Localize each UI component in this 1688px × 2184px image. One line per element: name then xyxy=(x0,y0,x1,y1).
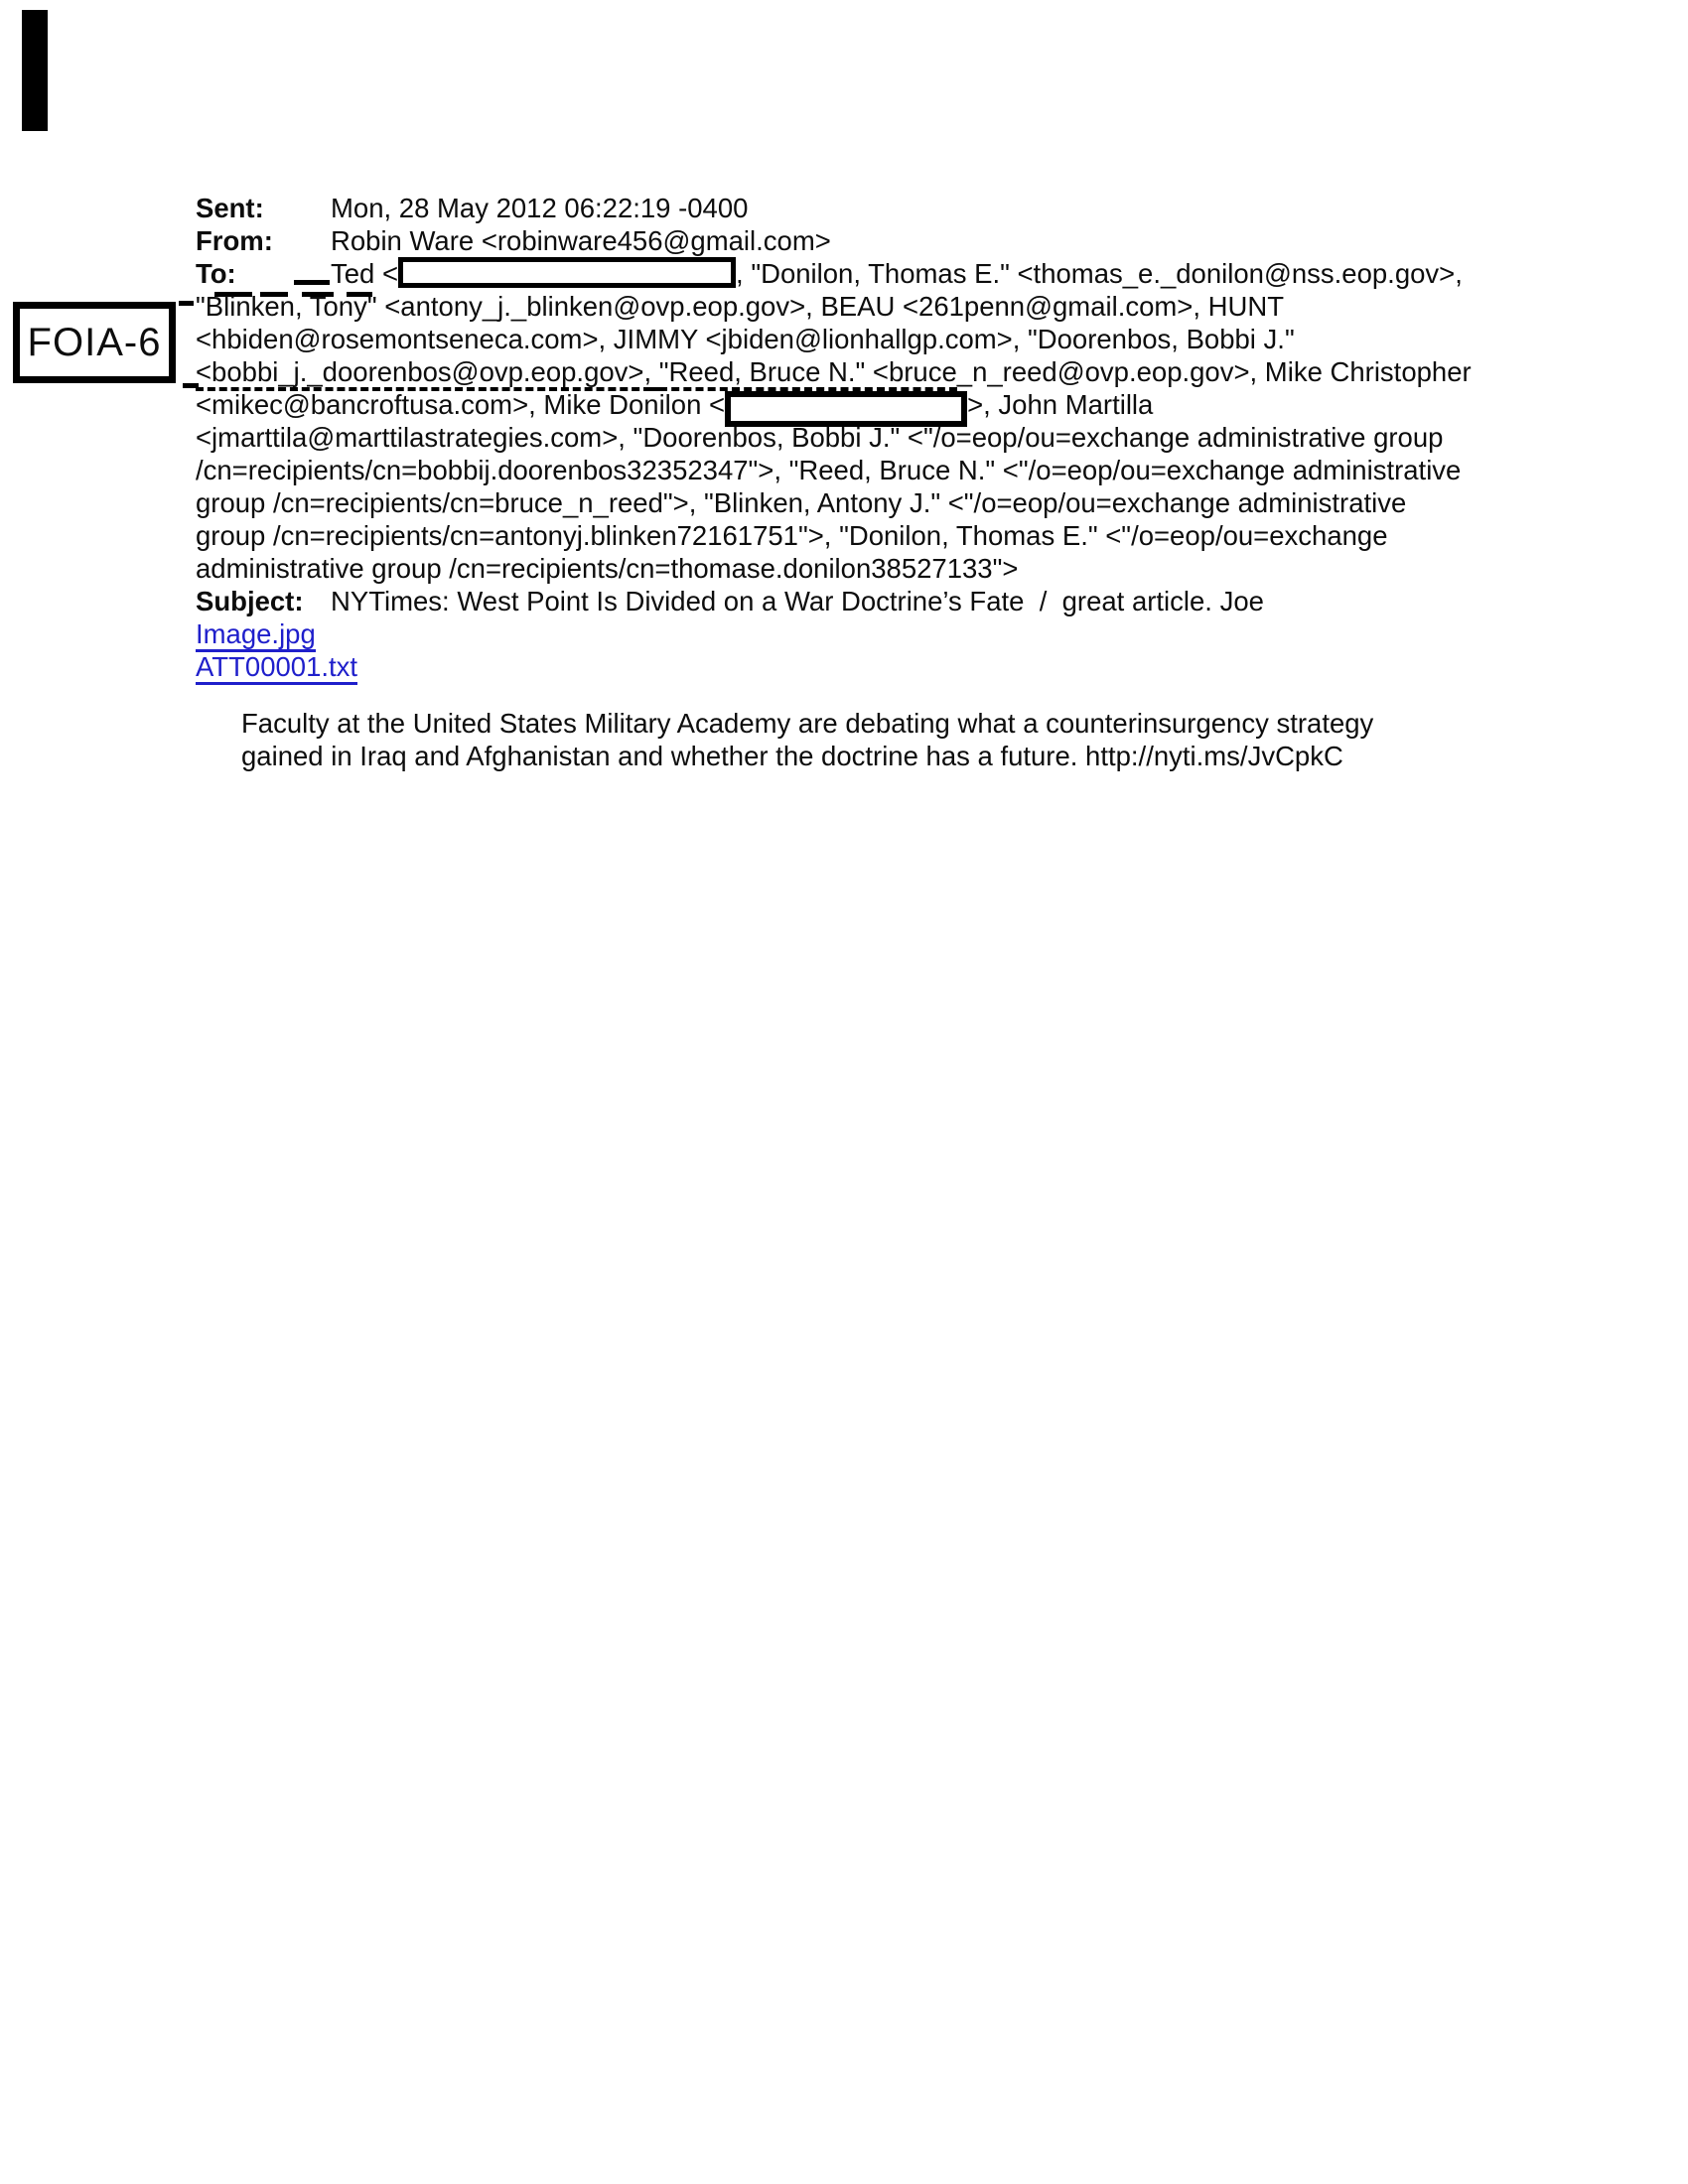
header-text: Mon, 28 May 2012 06:22:19 -0400 xyxy=(331,193,749,223)
header-text: <mikec@bancroftusa.com>, Mike Donilon < xyxy=(196,389,726,420)
underlined-text: <bobbi_j._doorenbos@ovp.eop.gov>, xyxy=(196,356,651,391)
field-label: Sent: xyxy=(196,193,264,223)
to-continuation xyxy=(196,355,1586,388)
email-body xyxy=(241,707,1552,772)
scan-artifact-bar xyxy=(22,10,48,131)
scan-artifact-dash xyxy=(179,301,194,306)
to-continuation xyxy=(196,388,1586,421)
foia-stamp-label: FOIA-6 xyxy=(27,320,162,364)
email-header xyxy=(196,192,1586,683)
attachment-link[interactable]: ATT00001.txt xyxy=(196,651,357,685)
attachment-line xyxy=(196,617,1586,650)
to-continuation xyxy=(196,454,1586,486)
to-continuation xyxy=(196,290,1586,323)
header-text: NYTimes: West Point Is Divided on a War Doctrine’s Fate / great article. Joe xyxy=(331,586,1264,616)
underlined-text xyxy=(651,356,659,391)
header-text: group /cn=recipients/cn=antonyj.blinken72161751">, "Donilon, Thomas E." <"/o=eop/ou=exchange xyxy=(196,520,1388,551)
header-text: group /cn=recipients/cn=bruce_n_reed">, "Blinken, Antony J." <"/o=eop/ou=exchange administrative xyxy=(196,487,1407,518)
field-label: From: xyxy=(196,225,273,256)
header-text: "Blinken, Tony" <antony_j._blinken@ovp.eop.gov>, BEAU <261penn@gmail.com>, HUNT xyxy=(196,291,1285,322)
to-continuation xyxy=(196,552,1586,585)
body-line: Faculty at the United States Military Academy are debating what a counterinsurgency strategy xyxy=(241,708,1374,739)
to-continuation xyxy=(196,323,1586,355)
to-continuation xyxy=(196,519,1586,552)
field-to xyxy=(196,257,1586,290)
body-line: gained in Iraq and Afghanistan and whether the doctrine has a future. http://nyti.ms/JvCpkC xyxy=(241,741,1343,771)
to-continuation xyxy=(196,486,1586,519)
attachment-link[interactable]: Image.jpg xyxy=(196,618,316,652)
header-text: Robin Ware <robinware456@gmail.com> xyxy=(331,225,831,256)
header-text: , "Donilon, Thomas E." <thomas_e._donilon@nss.eop.gov>, xyxy=(736,258,1463,289)
header-text: <jmarttila@marttilastrategies.com>, "Doorenbos, Bobbi J." <"/o=eop/ou=exchange administrative group xyxy=(196,422,1444,453)
field-label: To: xyxy=(196,258,236,289)
header-text: >, John Martilla xyxy=(967,389,1154,420)
attachment-line xyxy=(196,650,1586,683)
field-from xyxy=(196,224,1586,257)
underlined-text: "Reed, Bruce N." <bruce xyxy=(659,356,957,391)
field-sent xyxy=(196,192,1586,224)
foia-stamp xyxy=(13,302,176,383)
to-continuation xyxy=(196,421,1586,454)
header-text: _n_reed@ovp.eop.gov>, Mike Christopher xyxy=(956,356,1472,387)
redaction-box xyxy=(398,257,736,288)
header-text: /cn=recipients/cn=bobbij.doorenbos32352347">, "Reed, Bruce N." <"/o=eop/ou=exchange administrative xyxy=(196,455,1462,485)
header-text: administrative group /cn=recipients/cn=thomase.donilon38527133"> xyxy=(196,553,1019,584)
field-label: Subject: xyxy=(196,586,304,616)
field-subject xyxy=(196,585,1586,617)
header-text: <hbiden@rosemontseneca.com>, JIMMY <jbiden@lionhallgp.com>, "Doorenbos, Bobbi J." xyxy=(196,324,1295,354)
header-text: Ted < xyxy=(331,258,399,289)
